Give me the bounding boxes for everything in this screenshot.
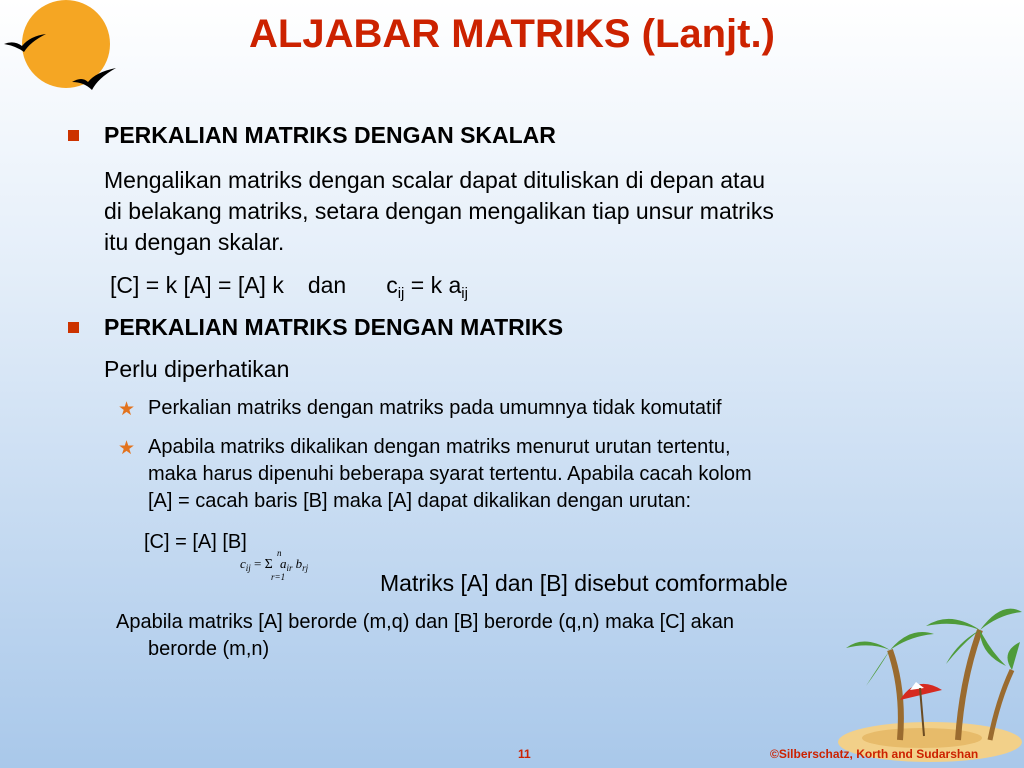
section2-heading: PERKALIAN MATRIKS DENGAN MATRIKS: [104, 314, 564, 340]
square-bullet-icon: [68, 322, 79, 333]
text-line: maka harus dipenuhi beberapa syarat tertentu. Apabila cacah kolom: [148, 463, 752, 485]
page-number: 11: [518, 747, 531, 761]
star-bullet-icon: ★: [118, 399, 136, 420]
matrix-equation: [C] = [A] [B]: [144, 531, 247, 553]
text-line: di belakang matriks, setara dengan mengalikan tiap unsur matriks: [104, 198, 774, 224]
conformable-text: Matriks [A] dan [B] disebut comformable: [380, 570, 788, 596]
sigma-symbol: Σ: [264, 557, 273, 572]
text-line: itu dengan skalar.: [104, 229, 285, 255]
equation-dan: dan: [307, 272, 347, 298]
section1-heading: PERKALIAN MATRIKS DENGAN SKALAR: [104, 122, 556, 148]
sum-lower-limit: r=1: [271, 572, 286, 582]
text-line: Apabila matriks dikalikan dengan matriks menurut urutan tertentu,: [148, 436, 731, 458]
text-line: Apabila matriks [A] berorde (m,q) dan [B] berorde (q,n) maka [C] akan: [116, 611, 735, 633]
star-bullet-icon: ★: [118, 438, 136, 459]
equation-c: c: [386, 272, 398, 298]
point1-text: Perkalian matriks dengan matriks pada umumnya tidak komutatif: [148, 397, 722, 419]
equation-sub: ij: [397, 285, 405, 302]
square-bullet-icon: [68, 130, 79, 141]
formula-sub: ij: [245, 563, 251, 573]
point2-text: [148, 434, 948, 515]
text-line: Mengalikan matriks dengan scalar dapat dituliskan di depan atau: [104, 167, 766, 193]
formula-equals: =: [250, 556, 265, 571]
section2-intro: Perlu diperhatikan: [104, 356, 290, 382]
text-line: [A] = cacah baris [B] maka [A] dapat dikalikan dengan urutan:: [148, 490, 692, 512]
sum-upper-limit: n: [277, 548, 282, 558]
text-line: berorde (m,n): [148, 638, 270, 660]
equation-sub: ij: [461, 285, 468, 302]
footer-credit: ©Silberschatz, Korth and Sudarshan: [770, 747, 979, 761]
section1-paragraph: [104, 165, 984, 258]
scalar-equation: [110, 272, 468, 302]
formula-b: b: [295, 556, 303, 571]
final-text: [116, 609, 936, 663]
equation-mid: = k a: [404, 272, 462, 298]
slide-title: ALJABAR MATRIKS (Lanjt.): [249, 12, 775, 56]
formula-a: a: [280, 556, 287, 571]
equation-left: [C] = k [A] = [A] k: [110, 272, 284, 298]
formula-sub: rj: [302, 563, 309, 573]
palm-island-icon: [830, 590, 1024, 766]
palm-leaves: [846, 609, 1022, 686]
formula-sub: ir: [286, 563, 293, 573]
formula-c: c: [240, 556, 246, 571]
